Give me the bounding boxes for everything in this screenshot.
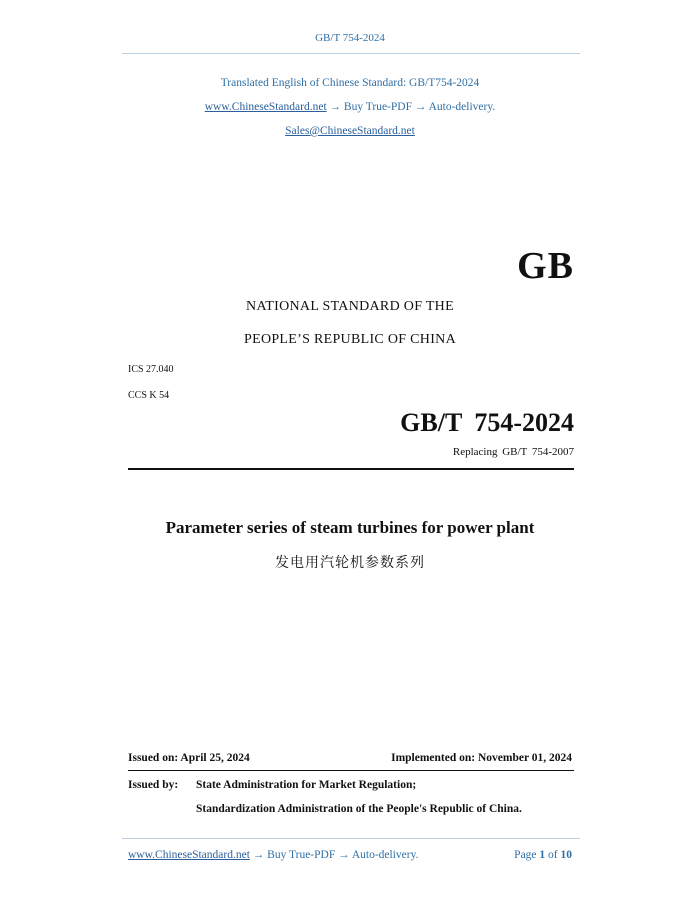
title-divider (128, 468, 574, 470)
issued-by-label: Issued by: (128, 779, 179, 791)
website-link[interactable]: www.ChineseStandard.net (204, 101, 327, 113)
issued-on-date: Issued on: April 25, 2024 (128, 752, 250, 764)
national-standard-line: NATIONAL STANDARD OF THE (246, 299, 454, 314)
replacing-note: Replacing GB/T 754-2007 (452, 446, 574, 458)
issuer-name: State Administration for Market Regulation; (196, 779, 417, 791)
promo-line: Translated English of Chinese Standard: GB/T754-2024 (220, 77, 480, 89)
footer-divider (122, 838, 580, 839)
document-title-english: Parameter series of steam turbines for power plant (165, 518, 535, 537)
footer-links (128, 849, 418, 861)
promo-tagline: → Buy True-PDF → Auto-delivery. (326, 101, 496, 113)
implemented-on-date: Implemented on: November 01, 2024 (391, 752, 572, 764)
country-line: PEOPLE’S REPUBLIC OF CHINA (244, 332, 456, 347)
page-label: Page (514, 849, 537, 861)
footer-tagline: → Buy True-PDF → Auto-delivery. (249, 849, 419, 861)
page-total: 10 (560, 849, 572, 861)
footer-website-link[interactable]: www.ChineseStandard.net (128, 849, 250, 861)
ccs-code: CCS K 54 (128, 390, 170, 401)
ics-code: ICS 27.040 (128, 364, 174, 375)
document-title-chinese: 发电用汽轮机参数系列 (275, 555, 425, 571)
page-indicator (514, 849, 572, 861)
header-divider (122, 53, 580, 54)
standard-number: GB/T 754-2024 (400, 408, 574, 437)
email-link[interactable]: Sales@ChineseStandard.net (285, 125, 415, 137)
promo-links (0, 101, 700, 113)
issuer-name: Standardization Administration of the People's Republic of China. (196, 803, 522, 815)
dates-divider (128, 770, 574, 771)
page-current: 1 (539, 849, 546, 861)
promo-email-line (0, 125, 700, 137)
running-header: GB/T 754-2024 (315, 32, 385, 44)
page-of: of (548, 849, 558, 861)
gb-mark: GB (517, 245, 574, 287)
